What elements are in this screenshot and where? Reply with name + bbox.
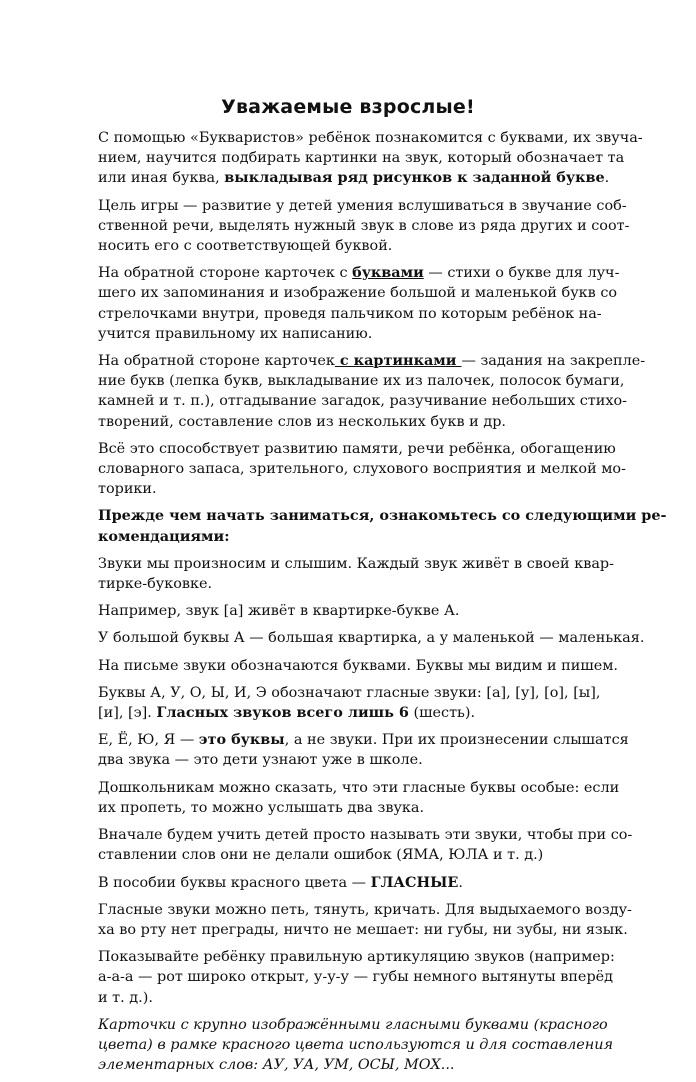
- bold-underlined-text: буквами: [352, 264, 424, 282]
- text-line: [98, 873, 608, 893]
- text-segment: Всё это способствует развитию памяти, речи ребёнка, обогащению: [98, 440, 616, 457]
- paragraph: [98, 683, 608, 723]
- paragraph: [98, 730, 629, 770]
- text-segment: В пособии буквы красного цвета —: [98, 874, 371, 891]
- text-line: [98, 391, 627, 411]
- text-segment: или иная буква,: [98, 170, 225, 187]
- text-line: [98, 236, 608, 256]
- text-line: [98, 1015, 608, 1035]
- text-segment: Например, звук [а] живёт в квартирке-букве А.: [98, 603, 460, 620]
- bold-text: Гласных звуков всего лишь 6: [156, 704, 409, 722]
- text-line: [98, 412, 608, 432]
- text-segment: На письме звуки обозначаются буквами. Буквы мы видим и пишем.: [98, 657, 619, 674]
- text-segment: Вначале будем учить детей просто называть эти звуки, чтобы при со-: [98, 827, 633, 844]
- paragraph: [98, 873, 608, 893]
- paragraph: [98, 628, 645, 648]
- text-line: [98, 351, 646, 371]
- paragraph: [98, 900, 632, 940]
- text-segment: ставлении слов они не делали ошибок (ЯМА, ЮЛА и т. д.): [98, 847, 544, 864]
- bold-text: это буквы: [198, 731, 285, 749]
- text-line: [98, 845, 608, 865]
- bold-text: выкладывая ряд рисунков к заданной букве: [224, 169, 605, 187]
- text-line: [98, 947, 615, 967]
- text-segment: Цель игры — развитие у детей умения вслушиваться в звучание соб-: [98, 197, 627, 214]
- text-segment: носить его с соответствующей буквой.: [98, 238, 393, 255]
- text-line: [98, 554, 614, 574]
- text-segment: шего их запоминания и изображение большой и маленькой букв со: [98, 285, 618, 302]
- paragraph: [98, 263, 620, 344]
- text-line: [98, 148, 625, 168]
- text-segment: учится правильному их написанию.: [98, 325, 373, 342]
- text-line: [98, 506, 667, 526]
- text-line: [98, 798, 608, 818]
- text-line: [98, 988, 608, 1008]
- text-segment: торики.: [98, 481, 157, 498]
- text-segment: На обратной стороне карточек с: [98, 265, 353, 282]
- text-line: [98, 628, 645, 648]
- text-segment: — задания на закрепле-: [461, 353, 646, 370]
- text-line: [98, 283, 618, 303]
- text-line: [98, 196, 627, 216]
- bold-text: ГЛАСНЫЕ: [370, 873, 459, 891]
- text-line: [98, 601, 608, 621]
- text-segment: и т. д.).: [98, 989, 153, 1006]
- text-segment: Е, Ё, Ю, Я —: [98, 732, 199, 749]
- bold-underlined-text: с картинками: [334, 352, 462, 370]
- text-segment: словарного запаса, зрительного, слухового восприятия и мелкой мо-: [98, 461, 626, 478]
- text-line: [98, 656, 619, 676]
- text-segment: Дошкольникам можно сказать, что эти гласные буквы особые: если: [98, 779, 620, 796]
- text-line: [98, 967, 614, 987]
- text-segment: два звука — это дети узнают уже в школе.: [98, 752, 423, 769]
- text-segment: ственной речи, выделять нужный звук в слове из ряда других и соот-: [98, 217, 630, 234]
- text-line: [98, 900, 632, 920]
- paragraph: [98, 351, 646, 432]
- text-line: [98, 778, 620, 798]
- text-line: [98, 459, 626, 479]
- paragraph: [98, 601, 608, 621]
- text-line: [98, 371, 625, 391]
- text-line: [98, 683, 608, 703]
- italic-text: элементарных слов: АУ, УА, УМ, ОСЫ, МОХ...: [98, 1057, 455, 1074]
- text-line: [98, 825, 633, 845]
- italic-text: Карточки с крупно изображёнными гласными буквами (красного: [98, 1016, 608, 1033]
- text-line: [98, 168, 608, 188]
- text-line: [98, 439, 616, 459]
- italic-text: цвета) в рамке красного цвета используются и для составления: [98, 1036, 614, 1053]
- paragraph: [98, 506, 667, 546]
- text-line: [98, 479, 608, 499]
- text-line: [98, 216, 630, 236]
- text-segment: .: [458, 874, 463, 891]
- text-line: [98, 128, 643, 148]
- paragraph: [98, 554, 614, 594]
- text-line: [98, 730, 629, 750]
- text-line: [98, 703, 608, 723]
- text-segment: тирке-буковке.: [98, 576, 213, 593]
- paragraph: [98, 778, 620, 818]
- text-line: [98, 527, 608, 547]
- text-line: [98, 574, 608, 594]
- text-segment: С помощью «Букваристов» ребёнок познакомится с буквами, их звуча-: [98, 130, 643, 146]
- bold-text: комендациями:: [98, 527, 230, 545]
- text-segment: ние букв (лепка букв, выкладывание их из палочек, полосок бумаги,: [98, 373, 625, 390]
- text-segment: — стихи о букве для луч-: [423, 265, 620, 282]
- text-segment: камней и т. п.), отгадывание загадок, разучивание небольших стихо-: [98, 393, 627, 410]
- paragraph: [98, 439, 626, 500]
- text-segment: (шесть).: [408, 705, 476, 722]
- text-segment: ха во рту нет преграды, ничто не мешает: ни губы, ни зубы, ни язык.: [98, 921, 628, 938]
- page-title: Уважаемые взрослые!: [221, 96, 475, 118]
- text-line: [98, 304, 608, 324]
- text-line: [98, 1035, 614, 1055]
- text-segment: .: [604, 170, 610, 187]
- paragraph: [98, 947, 615, 1008]
- text-line: [98, 750, 608, 770]
- text-line: [98, 1055, 608, 1075]
- paragraph: [98, 1015, 614, 1076]
- text-line: [98, 263, 620, 283]
- text-segment: стрелочками внутри, проведя пальчиком по которым ребёнок на-: [98, 305, 602, 322]
- text-segment: , а не звуки. При их произнесении слышатся: [284, 732, 629, 749]
- text-segment: нием, научится подбирать картинки на звук, который обозначает та: [98, 150, 625, 167]
- text-line: [98, 324, 608, 344]
- document-body: [98, 128, 667, 1082]
- text-segment: [и], [э].: [98, 705, 157, 722]
- text-segment: Звуки мы произносим и слышим. Каждый звук живёт в своей квар-: [98, 555, 614, 572]
- paragraph: [98, 128, 643, 189]
- text-segment: Буквы А, У, О, Ы, И, Э обозначают гласные звуки: [а], [у], [о], [ы],: [98, 684, 601, 701]
- text-segment: На обратной стороне карточек: [98, 353, 335, 370]
- text-segment: творений, составление слов из нескольких букв и др.: [98, 413, 506, 430]
- paragraph: [98, 825, 633, 865]
- text-segment: У большой буквы А — большая квартирка, а у маленькой — маленькая.: [98, 630, 645, 647]
- text-segment: Показывайте ребёнку правильную артикуляцию звуков (например:: [98, 949, 615, 966]
- bold-text: Прежде чем начать заниматься, ознакомьтесь со следующими ре-: [98, 507, 667, 525]
- text-segment: а-а-а — рот широко открыт, у-у-у — губы немного вытянуты вперёд: [98, 969, 614, 986]
- text-segment: их пропеть, то можно услышать два звука.: [98, 799, 425, 816]
- text-line: [98, 920, 628, 940]
- paragraph: [98, 656, 619, 676]
- paragraph: [98, 196, 630, 257]
- text-segment: Гласные звуки можно петь, тянуть, кричать. Для выдыхаемого возду-: [98, 901, 632, 918]
